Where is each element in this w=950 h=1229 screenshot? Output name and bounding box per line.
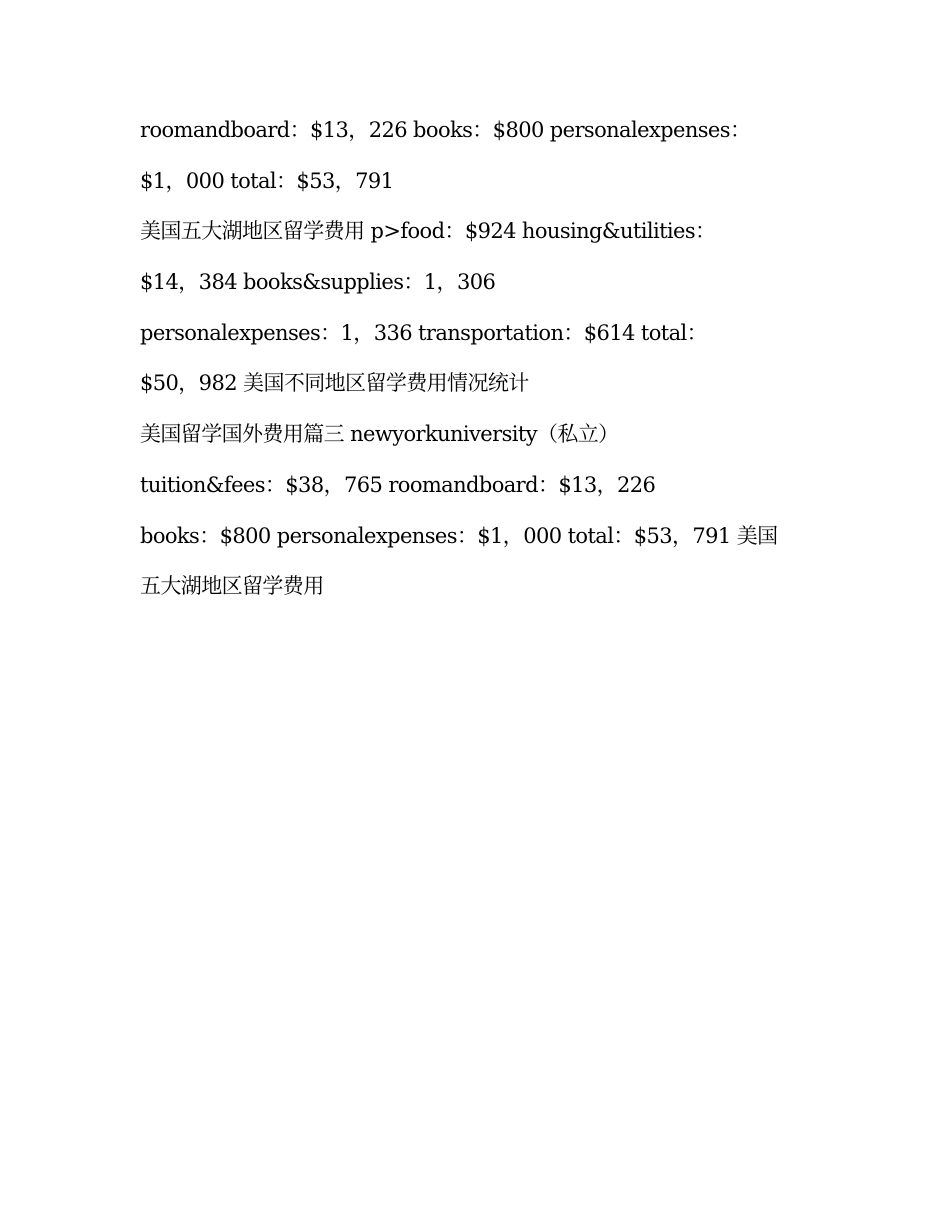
text-line: 美国留学国外费用篇三 newyorkuniversity（私立）	[140, 422, 619, 447]
text-line: personalexpenses：1，336 transportation：$614 total：	[140, 320, 708, 345]
text-line: 美国五大湖地区留学费用 p>food：$924 housing&utilities：	[140, 219, 716, 244]
text-line: books：$800 personalexpenses：$1，000 total：$53，791 美国	[140, 523, 778, 548]
body-text	[140, 105, 820, 612]
text-line: roomandboard：$13，226 books：$800 personalexpenses：	[140, 118, 751, 142]
text-line: $14，384 books&supplies：1，306	[140, 270, 496, 295]
text-line: $1，000 total：$53，791	[140, 168, 394, 193]
text-line: 五大湖地区留学费用	[140, 574, 324, 599]
text-line: $50，982 美国不同地区留学费用情况统计	[140, 371, 529, 396]
text-line: tuition&fees：$38，765 roomandboard：$13，226	[140, 472, 656, 497]
